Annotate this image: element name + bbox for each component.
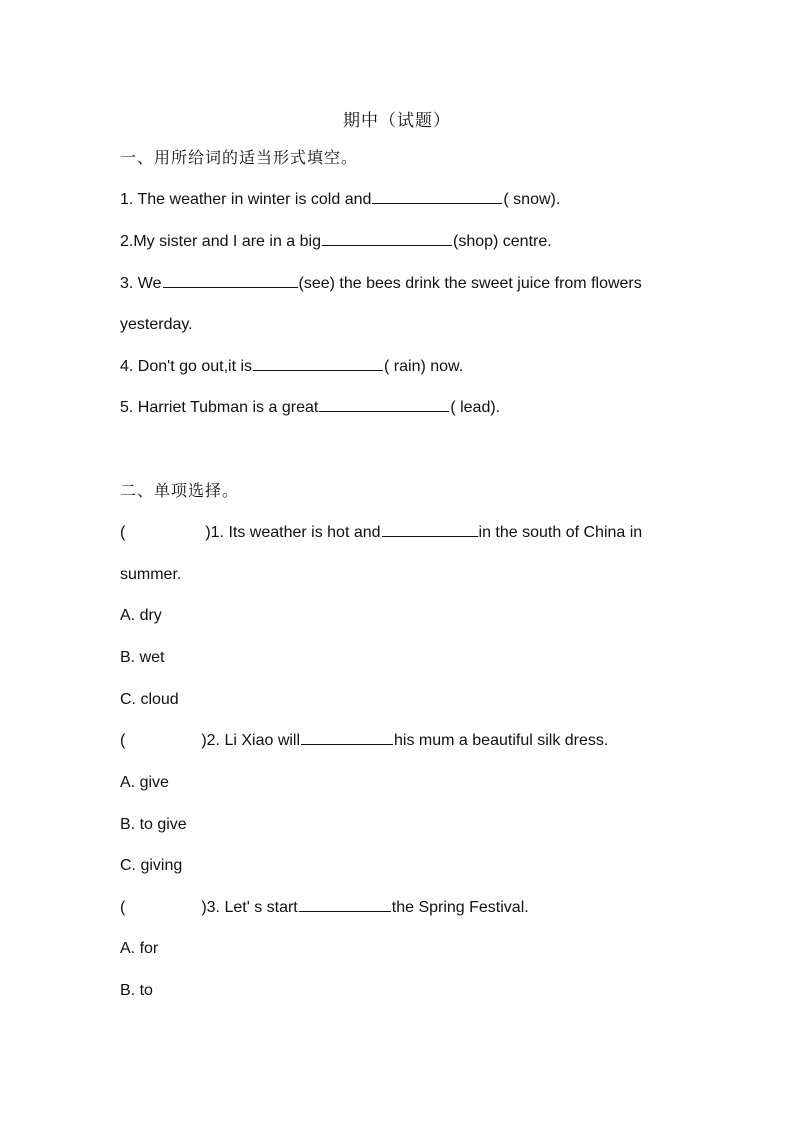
answer-blank	[299, 897, 391, 912]
question-2-2	[120, 730, 700, 752]
question-text-after: the Spring Festival.	[391, 899, 529, 916]
question-hint: ( rain) now.	[384, 358, 464, 375]
answer-blank	[301, 730, 393, 745]
question-text: )3. Let' s start	[201, 899, 298, 916]
open-paren: (	[120, 732, 126, 749]
question-1-2	[120, 231, 700, 253]
question-hint: ( lead).	[450, 399, 501, 416]
question-1-3-continued: yesterday.	[120, 316, 193, 333]
question-1-5	[120, 397, 700, 419]
answer-blank	[382, 522, 478, 537]
question-text-after: in the south of China in	[478, 524, 643, 541]
option-a[interactable]: A. for	[120, 940, 159, 957]
open-paren: (	[120, 899, 126, 916]
option-a[interactable]: A. dry	[120, 607, 162, 624]
question-text: 4. Don't go out,it is	[120, 358, 253, 375]
answer-blank[interactable]	[253, 356, 383, 371]
option-a[interactable]: A. give	[120, 774, 169, 791]
page-title: 期中（试题）	[343, 111, 451, 130]
answer-blank[interactable]	[163, 273, 298, 288]
question-text: 5. Harriet Tubman is a great	[120, 399, 319, 416]
question-2-1	[120, 522, 700, 544]
option-c[interactable]: C. cloud	[120, 691, 179, 708]
question-text: )2. Li Xiao will	[201, 732, 301, 749]
question-hint: (shop) centre.	[452, 233, 552, 250]
question-text: 3. We	[120, 275, 162, 292]
question-hint: (see) the bees drink the sweet juice from flowers	[298, 275, 642, 292]
question-1-4	[120, 356, 700, 378]
question-1-3	[120, 273, 700, 295]
answer-blank[interactable]	[319, 397, 449, 412]
open-paren: (	[120, 524, 126, 541]
question-1-1	[120, 189, 700, 211]
section-heading-multiple-choice: 二、单项选择。	[120, 483, 240, 500]
question-text: 2.My sister and I are in a big	[120, 233, 321, 250]
section-heading-fill-in: 一、用所给词的适当形式填空。	[120, 150, 359, 167]
answer-blank[interactable]	[372, 189, 502, 204]
answer-blank[interactable]	[322, 231, 452, 246]
question-text: 1. The weather in winter is cold and	[120, 191, 372, 208]
option-b[interactable]: B. to	[120, 982, 153, 999]
question-2-1-continued: summer.	[120, 566, 182, 583]
option-b[interactable]: B. wet	[120, 649, 165, 666]
option-c[interactable]: C. giving	[120, 857, 183, 874]
option-b[interactable]: B. to give	[120, 816, 187, 833]
question-hint: ( snow).	[503, 191, 561, 208]
question-text-after: his mum a beautiful silk dress.	[394, 732, 609, 749]
question-2-3	[120, 897, 700, 919]
question-text: )1. Its weather is hot and	[205, 524, 381, 541]
